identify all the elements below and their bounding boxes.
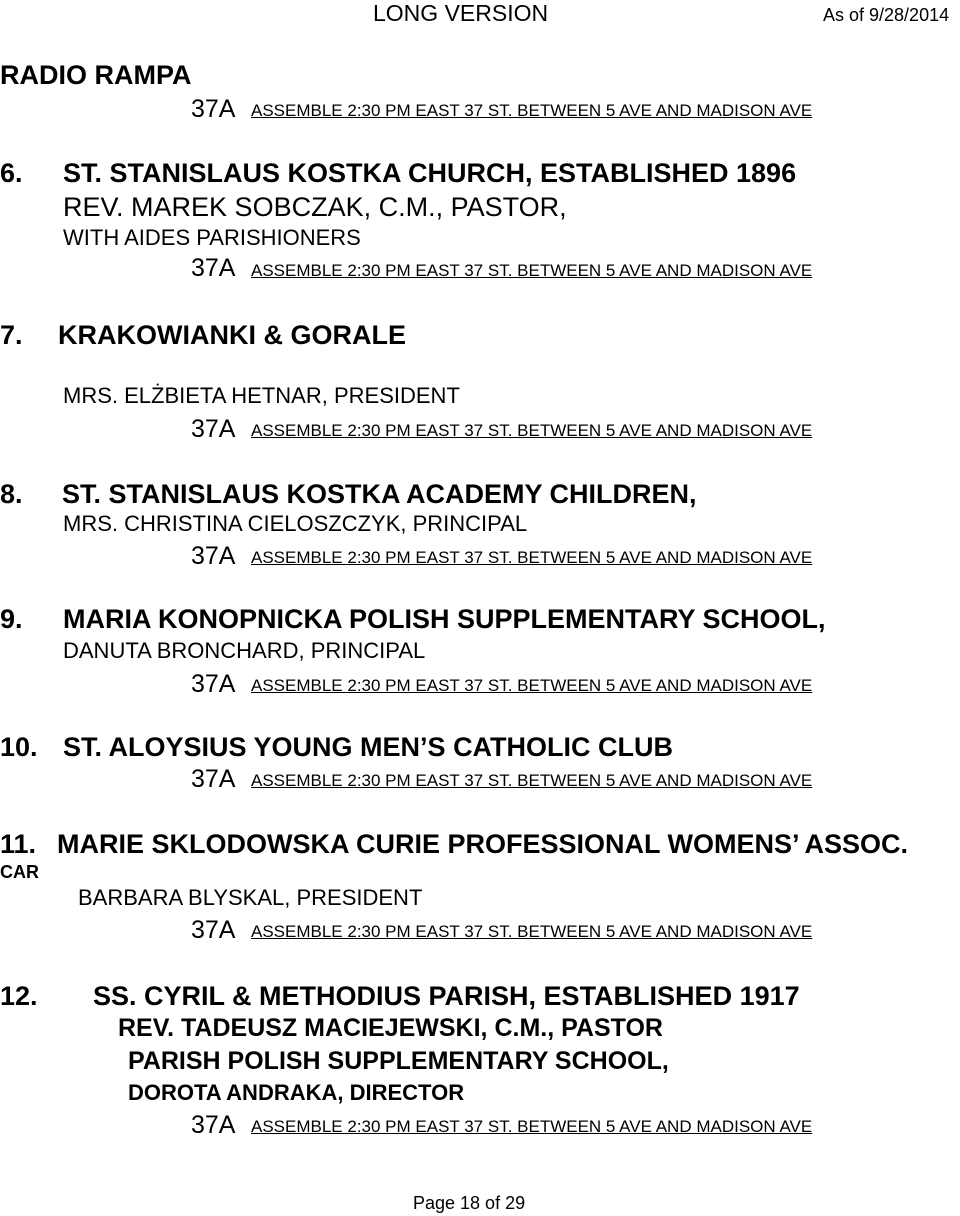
assembly-instructions: ASSEMBLE 2:30 PM EAST 37 ST. BETWEEN 5 AVE AND MADISON AVE [251,101,813,120]
document-version-title: LONG VERSION [373,0,549,26]
entry-president: BARBARA BLYSKAL, PRESIDENT [78,885,423,910]
entry-name: MARIE SKLODOWSKA CURIE PROFESSIONAL WOMENS’ ASSOC. [57,829,909,859]
entry-number: 8. [0,479,23,509]
entry-name: SS. CYRIL & METHODIUS PARISH, ESTABLISHED 1917 [93,981,800,1011]
assembly-instructions: ASSEMBLE 2:30 PM EAST 37 ST. BETWEEN 5 AVE AND MADISON AVE [251,421,813,440]
entry-name: MARIA KONOPNICKA POLISH SUPPLEMENTARY SCHOOL, [63,604,826,634]
entry-number: 9. [0,604,23,634]
section-title: RADIO RAMPA [0,60,192,90]
car-label: CAR [0,862,39,882]
assembly-instructions: ASSEMBLE 2:30 PM EAST 37 ST. BETWEEN 5 AVE AND MADISON AVE [251,676,813,695]
entry-name: ST. STANISLAUS KOSTKA ACADEMY CHILDREN, [62,479,697,509]
assembly-instructions: ASSEMBLE 2:30 PM EAST 37 ST. BETWEEN 5 AVE AND MADISON AVE [251,1117,813,1136]
entry-principal: MRS. CHRISTINA CIELOSZCZYK, PRINCIPAL [63,511,528,536]
entry-number: 12. [0,981,38,1011]
entry-number: 7. [0,320,23,350]
entry-president: MRS. ELŻBIETA HETNAR, PRESIDENT [63,383,460,408]
entry-pastor: REV. TADEUSZ MACIEJEWSKI, C.M., PASTOR [118,1014,663,1042]
page-number: Page 18 of 29 [413,1193,526,1213]
entry-name: KRAKOWIANKI & GORALE [58,320,406,350]
formation-number: 37A [191,95,236,123]
entry-pastor: REV. MAREK SOBCZAK, C.M., PASTOR, [63,192,567,222]
formation-number: 37A [191,1111,236,1139]
entry-principal: DANUTA BRONCHARD, PRINCIPAL [63,638,426,663]
entry-number: 11. [0,829,37,859]
assembly-instructions: ASSEMBLE 2:30 PM EAST 37 ST. BETWEEN 5 AVE AND MADISON AVE [251,548,813,567]
entry-detail: WITH AIDES PARISHIONERS [63,225,361,250]
formation-number: 37A [191,765,236,793]
formation-number: 37A [191,415,236,443]
entry-director: DOROTA ANDRAKA, DIRECTOR [128,1080,465,1105]
assembly-instructions: ASSEMBLE 2:30 PM EAST 37 ST. BETWEEN 5 AVE AND MADISON AVE [251,771,813,790]
entry-number: 10. [0,732,38,762]
entry-school: PARISH POLISH SUPPLEMENTARY SCHOOL, [128,1047,669,1075]
formation-number: 37A [191,542,236,570]
entry-name: ST. STANISLAUS KOSTKA CHURCH, ESTABLISHED 1896 [63,158,797,188]
entry-number: 6. [0,158,23,188]
as-of-date: As of 9/28/2014 [823,5,950,25]
formation-number: 37A [191,916,236,944]
assembly-instructions: ASSEMBLE 2:30 PM EAST 37 ST. BETWEEN 5 AVE AND MADISON AVE [251,922,813,941]
formation-number: 37A [191,670,236,698]
formation-number: 37A [191,254,236,282]
entry-name: ST. ALOYSIUS YOUNG MEN’S CATHOLIC CLUB [63,732,674,762]
assembly-instructions: ASSEMBLE 2:30 PM EAST 37 ST. BETWEEN 5 AVE AND MADISON AVE [251,261,813,280]
